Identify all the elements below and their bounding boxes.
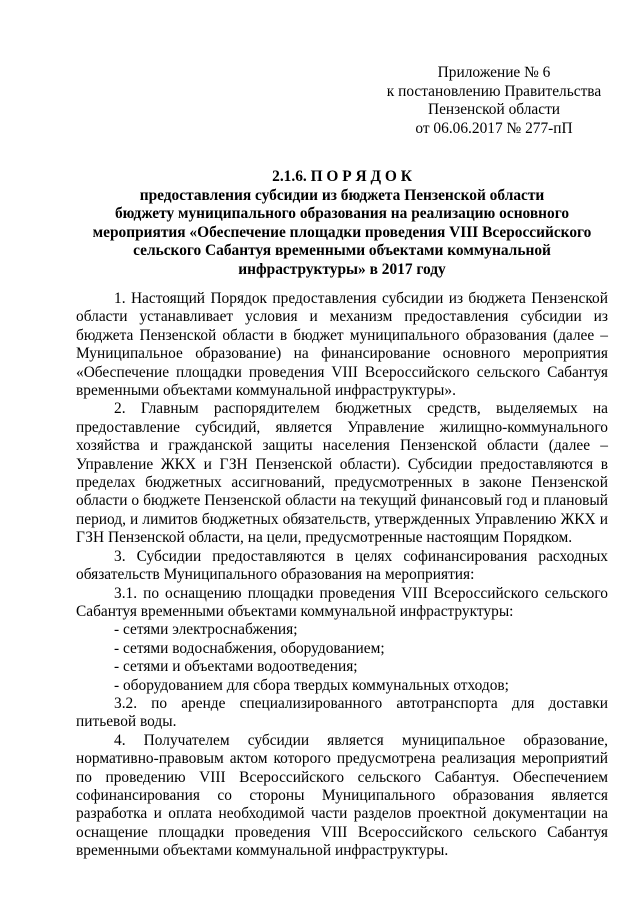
list-item-water-supply: - сетями водоснабжения, оборудованием;	[114, 639, 385, 657]
title-line-1: 2.1.6. П О Р Я Д О К	[272, 168, 412, 185]
paragraph-3-1: 3.1. по оснащению площадки проведения VIII Всероссийского сельского Сабантуя временными объектами коммунальной инфраструктуры:	[76, 584, 608, 620]
document-body	[76, 290, 608, 861]
title-line-2: предоставления субсидии из бюджета Пензенской области	[139, 186, 545, 204]
title-line-6: инфраструктуры» в 2017 году	[238, 260, 446, 278]
appendix-line-1: Приложение № 6	[437, 64, 551, 81]
paragraph-3: 3. Субсидии предоставляются в целях софинансирования расходных обязательств Муниципального образования на мероприятия:	[76, 547, 608, 584]
list-item-waste: - оборудованием для сбора твердых коммунальных отходов;	[114, 676, 509, 694]
paragraph-4: 4. Получателем субсидии является муниципальное образование, нормативно-правовым актом которого предусмотрена реализация мероприятий по проведению VIII Всероссийского сельского Сабантуя. Обеспечением софинансирования со стороны Муниципального образования является разработка и оплата необходимой части разделов проектной документации на оснащение площадки проведения VIII Всероссийского сельского Сабантуя временными объектами коммунальной инфраструктуры.	[76, 731, 608, 860]
paragraph-1: 1. Настоящий Порядок предоставления субсидии из бюджета Пензенской области устанавливает условия и механизм предоставления субсидии из бюджета Пензенской области в бюджет муниципального образования (далее – Муниципальное образование) на финансирование основного мероприятия «Обеспечение площадки проведения VIII Всероссийского сельского Сабантуя временными объектами коммунальной инфраструктуры».	[76, 290, 608, 400]
paragraph-3-2: 3.2. по аренде специализированного автотранспорта для доставки питьевой воды.	[76, 694, 608, 731]
title-line-4: мероприятия «Обеспечение площадки проведения VIII Всероссийского	[92, 223, 592, 241]
appendix-line-3: Пензенской области	[427, 101, 561, 119]
list-item-drainage: - сетями и объектами водоотведения;	[114, 658, 358, 676]
appendix-line-2: к постановлению Правительства	[386, 82, 602, 100]
list-item-electricity: - сетями электроснабжения;	[114, 621, 298, 639]
document-title	[76, 168, 608, 280]
appendix-header	[378, 64, 610, 138]
title-line-5: сельского Сабантуя временными объектами коммунальной	[133, 242, 551, 260]
paragraph-2: 2. Главным распорядителем бюджетных средств, выделяемых на предоставление субсидий, является Управление жилищно-коммунального хозяйства и гражданской защиты населения Пензенской области (далее – Управление ЖКХ и ГЗН Пензенской области). Субсидии предоставляются в пределах бюджетных ассигнований, предусмотренных в законе Пензенской области о бюджете Пензенской области на текущий финансовый год и плановый период, и лимитов бюджетных обязательств, утвержденных Управлению ЖКХ и ГЗН Пензенской области, на цели, предусмотренные настоящим Порядком.	[76, 400, 608, 547]
appendix-line-4: от 06.06.2017 № 277-пП	[415, 119, 573, 137]
title-line-3: бюджету муниципального образования на реализацию основного	[114, 205, 570, 223]
